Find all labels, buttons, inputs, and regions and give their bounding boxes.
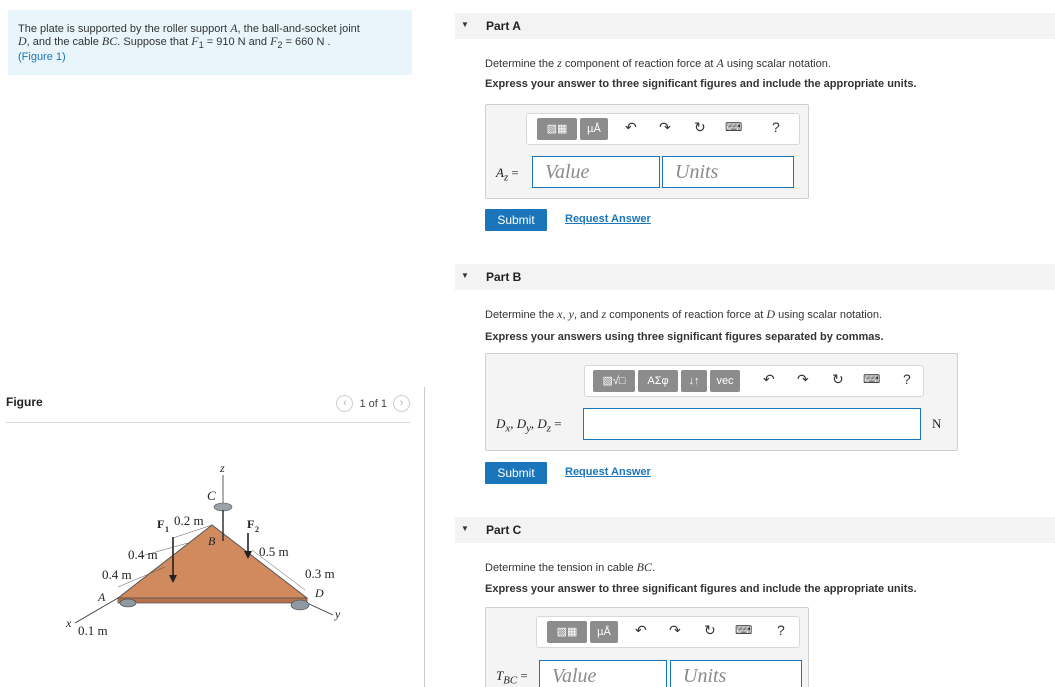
label-f1-sub: 1 bbox=[165, 525, 169, 534]
keyboard-icon[interactable]: ⌨ bbox=[735, 623, 753, 637]
label-b: B bbox=[208, 534, 216, 548]
keyboard-icon[interactable]: ⌨ bbox=[725, 120, 743, 134]
collapse-icon[interactable]: ▼ bbox=[461, 20, 469, 29]
part-a-label: $A_z$ = bbox=[496, 165, 519, 184]
plate-edge bbox=[118, 598, 307, 603]
units-button[interactable]: µÅ bbox=[590, 621, 618, 643]
y-axis bbox=[307, 603, 333, 615]
help-icon[interactable]: ? bbox=[903, 371, 911, 387]
part-c-toolbar bbox=[536, 616, 800, 648]
next-figure-button[interactable]: › bbox=[393, 395, 410, 412]
part-a-units-input[interactable]: Units bbox=[662, 156, 794, 188]
vec-button[interactable]: vec bbox=[710, 370, 740, 392]
label-f2-sub: 2 bbox=[255, 525, 259, 534]
symbols-button[interactable]: ΑΣφ bbox=[638, 370, 678, 392]
undo-icon[interactable]: ↶ bbox=[635, 622, 647, 638]
help-icon[interactable]: ? bbox=[777, 622, 785, 638]
pane-divider bbox=[424, 387, 425, 687]
label-dim-02: 0.2 m bbox=[174, 513, 204, 528]
part-b-label: $D_x$, $D_y$, $D_z$ = bbox=[496, 416, 562, 435]
collapse-icon[interactable]: ▼ bbox=[461, 271, 469, 280]
label-a: A bbox=[98, 590, 106, 604]
part-b-unit: N bbox=[932, 416, 942, 431]
part-b-header[interactable] bbox=[455, 264, 1055, 290]
part-c-answer-box bbox=[485, 607, 809, 687]
part-b-submit-button[interactable]: Submit bbox=[485, 462, 547, 484]
label-dim-03: 0.3 m bbox=[305, 566, 335, 581]
keyboard-icon[interactable]: ⌨ bbox=[863, 372, 881, 386]
label-x: x bbox=[66, 616, 72, 630]
part-b-request-answer[interactable]: Request Answer bbox=[565, 466, 651, 478]
redo-icon[interactable]: ↷ bbox=[797, 371, 809, 387]
roller-support-a bbox=[120, 599, 136, 607]
part-c-title: Part C bbox=[486, 523, 522, 537]
part-a-instruction: Express your answer to three significant figures and include the appropriate units. bbox=[485, 78, 917, 90]
templates-button[interactable]: ▧▦ bbox=[537, 118, 577, 140]
pager-text: 1 of 1 bbox=[359, 397, 387, 410]
left-pane bbox=[0, 0, 424, 687]
label-dim-04a: 0.4 m bbox=[128, 547, 158, 562]
part-b-answer-input[interactable] bbox=[583, 408, 921, 440]
part-c-instruction: Express your answer to three significant figures and include the appropriate units. bbox=[485, 583, 917, 595]
reset-icon[interactable]: ↻ bbox=[704, 622, 716, 638]
figure-header bbox=[6, 393, 410, 423]
label-dim-04b: 0.4 m bbox=[102, 567, 132, 582]
undo-icon[interactable]: ↶ bbox=[625, 119, 637, 135]
x-axis bbox=[75, 598, 118, 623]
label-d: D bbox=[315, 586, 324, 600]
problem-statement: The plate is supported by the roller support A, the ball-and-socket joint D, and the cable BC. Suppose that $F_1 = 910$ N and $F_2 = 660$ N . (Figure 1) bbox=[8, 10, 412, 75]
part-c-header[interactable] bbox=[455, 517, 1055, 543]
ball-socket-d bbox=[291, 600, 309, 610]
ceiling-support bbox=[214, 503, 232, 511]
part-b-instruction: Express your answers using three significant figures separated by commas. bbox=[485, 331, 884, 343]
part-b-question: Determine the x, y, and z components of reaction force at D using scalar notation. bbox=[485, 307, 883, 321]
part-a-toolbar bbox=[526, 113, 800, 145]
label-c: C bbox=[207, 488, 216, 503]
collapse-icon[interactable]: ▼ bbox=[461, 524, 469, 533]
part-a-value-input[interactable]: Value bbox=[532, 156, 660, 188]
part-a-submit-button[interactable]: Submit bbox=[485, 209, 547, 231]
part-b-title: Part B bbox=[486, 270, 522, 284]
units-button[interactable]: µÅ bbox=[580, 118, 608, 140]
part-c-value-input[interactable]: Value bbox=[539, 660, 667, 687]
reset-icon[interactable]: ↻ bbox=[694, 119, 706, 135]
templates-button[interactable]: ▧√□ bbox=[593, 370, 635, 392]
part-a-question: Determine the z component of reaction force at A using scalar notation. bbox=[485, 56, 831, 70]
part-b-toolbar bbox=[584, 365, 924, 397]
figure-pager bbox=[336, 395, 410, 412]
redo-icon[interactable]: ↷ bbox=[669, 622, 681, 638]
part-c-label: $T_{BC}$ = bbox=[496, 668, 528, 687]
part-a-request-answer[interactable]: Request Answer bbox=[565, 213, 651, 225]
help-icon[interactable]: ? bbox=[772, 119, 780, 135]
label-y: y bbox=[335, 607, 341, 621]
part-c-units-input[interactable]: Units bbox=[670, 660, 802, 687]
part-b-answer-box bbox=[485, 353, 958, 451]
reset-icon[interactable]: ↻ bbox=[832, 371, 844, 387]
part-c-question: Determine the tension in cable BC. bbox=[485, 560, 656, 574]
label-f2: F bbox=[247, 517, 255, 531]
part-a-header[interactable] bbox=[455, 13, 1055, 39]
label-dim-05: 0.5 m bbox=[259, 544, 289, 559]
part-a-title: Part A bbox=[486, 19, 521, 33]
redo-icon[interactable]: ↷ bbox=[659, 119, 671, 135]
label-f1: F bbox=[157, 517, 165, 531]
arrows-button[interactable]: ↓↑ bbox=[681, 370, 707, 392]
figure-title: Figure bbox=[6, 395, 43, 409]
figure-link[interactable]: (Figure 1) bbox=[18, 51, 66, 64]
templates-button[interactable]: ▧▦ bbox=[547, 621, 587, 643]
part-a-answer-box bbox=[485, 104, 809, 199]
label-z: z bbox=[220, 461, 225, 475]
plate-figure bbox=[60, 455, 380, 687]
undo-icon[interactable]: ↶ bbox=[763, 371, 775, 387]
label-dim-01: 0.1 m bbox=[78, 623, 108, 638]
prev-figure-button[interactable]: ‹ bbox=[336, 395, 353, 412]
